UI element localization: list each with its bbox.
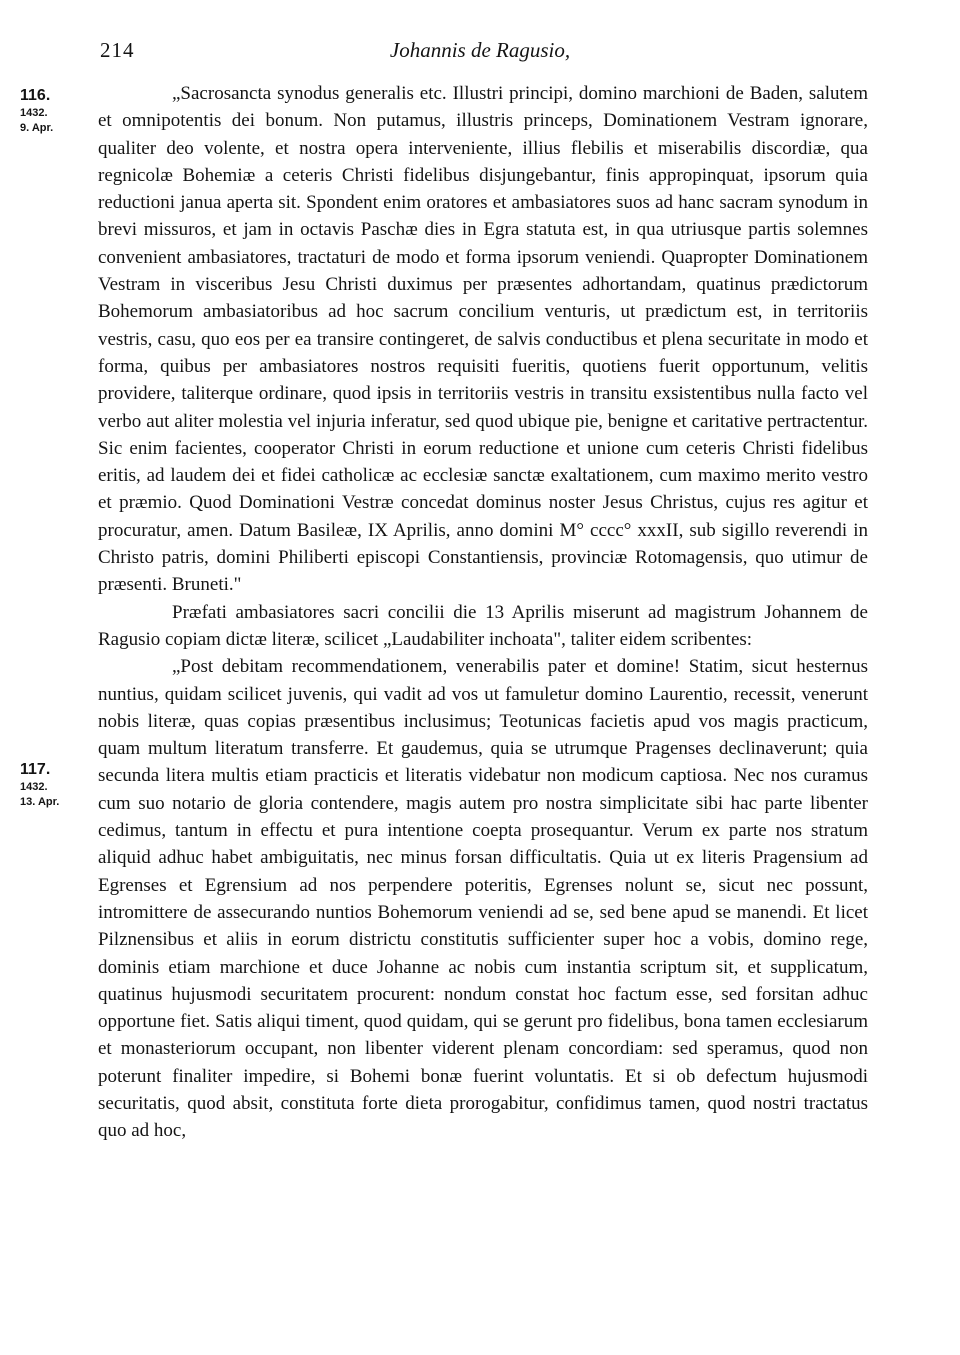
margin-note-date: 13. Apr. (20, 796, 60, 808)
letter-paragraph: „Post debitam recommendationem, venerabilis pater et domine! Statim, sicut hesternus nuntius, quidam scilicet juvenis, qui vadit ad vos ut famuletur domino Laurentio, recessit, venerunt nobis literæ, quas copias præsentibus inclusimus; Teotunicas facietis apud vos magis practicum, quam multum literatum transferre. Et gaudemus, quia se utrumque Pragenses declinaverunt; quia secunda litera multis etiam practicis et literatis videbatur non modicum captiosa. Nec nos curamus cum suo notario de gloria contendere, magis autem pro nostra simplicitate sibi hac parte libenter cedimus, tantum in effectu et pura intentione coepta prosequantur. Verum ex parte nos stratum aliquid adhuc habet ambiguitatis, nec minus forsan difficultatis. Quia ut ex literis Pragensium ad Egrenses et Egrensium ad nos perpendere poteritis, Egrenses nolunt se, sicut nec possunt, intromittere de assecurando nuntios Bohemorum veniendi ad se, sed bene apud se manendi. Et licet Pilznensibus et aliis in eorum districtu constitutis sufficienter super hoc a vobis, domino rege, dominis etiam marchione et duce Johanne ac nobis cum instantia scriptum sit, et supplicatum, quatinus hujusmodi securitatem procurent: nondum constat hoc factum esse, sed forsitan adhuc opportune fiet. Satis aliqui timent, quod quidam, qui se gerunt pro fidelibus, bona tamen ecclesiarum et monasteriorum occupant, non libenter viderent plenam concordiam: sed speramus, quod non poterunt finaliter impedire, si Bohemi bonæ fuerint voluntatis. Et si ob defectum hujusmodi securitatis, quod absit, constituta forte dieta prorogabitur, confidimus tamen, quod nostri tractatus quo ad hoc, (98, 656, 868, 1142)
page-number: 214 (100, 38, 135, 62)
margin-note-number: 116. (20, 87, 51, 104)
margin-note-year: 1432. (20, 107, 48, 119)
main-text (98, 80, 868, 1145)
margin-note-number: 117. (20, 761, 51, 778)
margin-note-date: 9. Apr. (20, 122, 54, 134)
running-title: Johannis de Ragusio, (389, 38, 571, 62)
margin-note-117 (20, 762, 80, 808)
margin-note-year: 1432. (20, 781, 48, 793)
margin-note-116 (20, 88, 80, 134)
narrative-paragraph: Præfati ambasiatores sacri concilii die 13 Aprilis miserunt ad magistrum Johannem de Ragusio copiam dictæ literæ, scilicet „Laudabiliter inchoata", taliter eidem scribentes: (98, 601, 868, 650)
letter-paragraph: „Sacrosancta synodus generalis etc. Illustri principi, domino marchioni de Baden, salutem et omnipotentis dei bonum. Non putamus, illustris princeps, Dominationem Vestram ignorare, qualiter deo volente, et nostra opera interveniente, illius flebilis et miserabilis discordiæ, qua regnicolæ Bohemiæ a ceteris Christi fidelibus disjungebantur, finis appropinquat, ipsorum quia reductioni janua aperta sit. Spondent enim oratores et ambasiatores suos ad hanc sacram synodum in brevi missuros, et jam in octavis Paschæ dies in Egra statuta est, in qua utriusque partis solemnes convenient ambasiatores, tractaturi de modo et forma ipsorum veniendi. Quapropter Dominationem Vestram in visceribus Jesu Christi duximus per præsentes adhortandam, quatinus prædictorum Bohemorum ambasiatoribus ad hoc sacrum concilium venturis, ut prædictum est, in territoriis vestris, casu, quo eos per ea transire contingeret, de salvis conductibus et plena securitate in modo et forma, quibus per ambasiatores nostros requisiti fueritis, quotiens fuerit opportunum, velitis providere, taliterque ordinare, quod ipsis in territoriis vestris in transitu exsistentibus nulla facto vel verbo aut aliter molestia vel injuria inferatur, sed quod ubique pie, benigne et caritative pertractentur. Sic enim facientes, cooperator Christi in eorum reductione et unione cum ceteris Christi fidelibus eritis, ad laudem dei et fidei catholicæ ac ecclesiæ sanctæ exaltationem, cum maximo merito vestro et præmio. Quod Dominationi Vestræ concedat dominus noster Jesus Christus, cujus res agitur et procuratur, amen. Datum Basileæ, IX Aprilis, anno domini M° cccc° xxxII, sub sigillo reverendi in Christo patris, domini Philiberti episcopi Constantiensis, provinciæ Rotomagensis, quo utimur de præsenti. Bruneti." (98, 83, 868, 596)
